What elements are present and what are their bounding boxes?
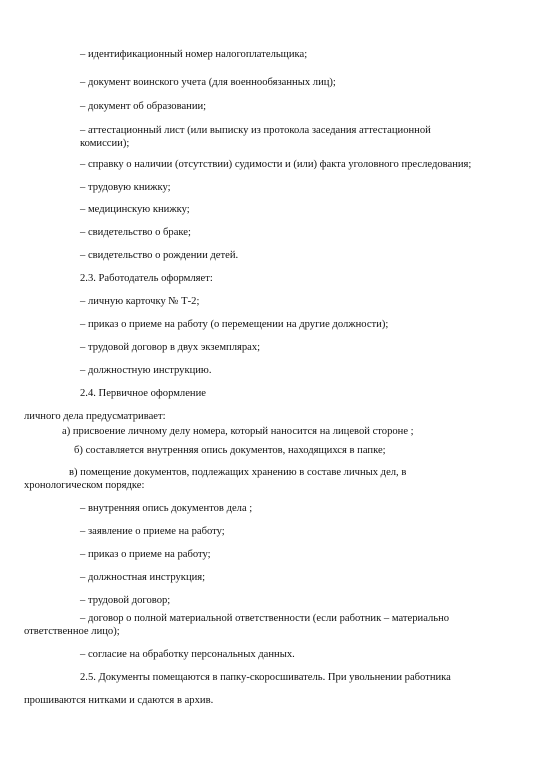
item-b-inventory: б) составляется внутренняя опись документов, находящихся в папке; <box>74 445 386 456</box>
list-item-contract: – трудовой договор; <box>80 595 171 606</box>
list-item-job-description: – должностную инструкцию. <box>80 365 212 376</box>
section-2-5-continuation: прошиваются нитками и сдаются в архив. <box>24 695 214 706</box>
list-item-personal-card: – личную карточку № Т-2; <box>80 296 200 307</box>
item-c-placement <box>24 466 454 492</box>
list-item-work-book: – трудовую книжку; <box>80 182 171 193</box>
list-item-hiring-order: – приказ о приеме на работу (о перемещении на другие должности); <box>80 319 389 330</box>
list-item-consent: – согласие на обработку персональных данных. <box>80 649 295 660</box>
list-item-attestation-text: – аттестационный лист (или выписку из протокола заседания аттестационной комиссии); <box>80 125 431 149</box>
list-item-order: – приказ о приеме на работу; <box>80 549 211 560</box>
section-2-3-heading: 2.3. Работодатель оформляет: <box>80 273 213 284</box>
list-item-criminal-record: – справку о наличии (отсутствии) судимости и (или) факта уголовного преследования; <box>80 159 472 170</box>
list-item-internal-inventory: – внутренняя опись документов дела ; <box>80 503 253 514</box>
section-2-4-heading: 2.4. Первичное оформление <box>80 388 206 399</box>
item-c-placement-text: в) помещение документов, подлежащих хранению в составе личных дел, в хронологическом порядке: <box>24 467 407 491</box>
list-item-birth-cert: – свидетельство о рождении детей. <box>80 250 239 261</box>
list-item-liability <box>24 612 469 638</box>
list-item-liability-text: – договор о полной материальной ответственности (если работник – материально ответственное лицо); <box>24 613 450 637</box>
list-item-labor-contract: – трудовой договор в двух экземплярах; <box>80 342 261 353</box>
section-2-4-continuation: личного дела предусматривает: <box>24 411 166 422</box>
list-item-application: – заявление о приеме на работу; <box>80 526 225 537</box>
list-item-tax-id: – идентификационный номер налогоплательщика; <box>80 49 308 60</box>
list-item-attestation <box>80 124 480 150</box>
section-2-5-paragraph: 2.5. Документы помещаются в папку-скоросшиватель. При увольнении работника <box>80 672 451 683</box>
list-item-military-record: – документ воинского учета (для военнообязанных лиц); <box>80 77 336 88</box>
list-item-instruction: – должностная инструкция; <box>80 572 206 583</box>
item-a-assign-number: а) присвоение личному делу номера, который наносится на лицевой стороне ; <box>62 426 414 437</box>
list-item-medical-book: – медицинскую книжку; <box>80 204 190 215</box>
list-item-education: – документ об образовании; <box>80 101 207 112</box>
list-item-marriage-cert: – свидетельство о браке; <box>80 227 191 238</box>
